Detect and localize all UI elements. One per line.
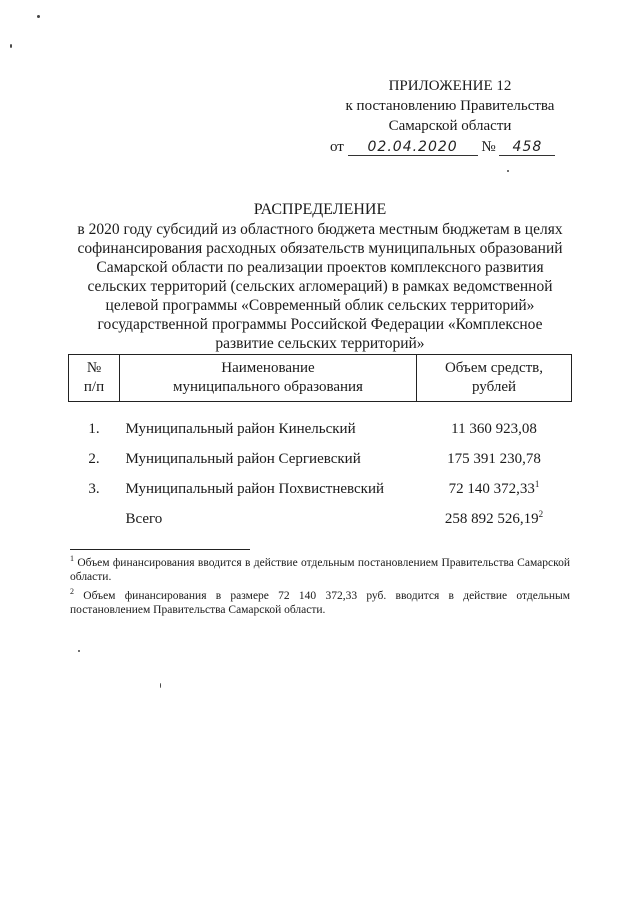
subsidy-amount: 175 391 230,78 — [447, 451, 541, 467]
footnote-ref: 1 — [534, 479, 540, 489]
table-row — [69, 402, 572, 445]
handwritten-number: 458 — [499, 139, 555, 156]
column-header-number: № п/п — [69, 355, 120, 402]
document-title-block — [60, 200, 580, 353]
table-row — [69, 444, 572, 474]
title-line: в 2020 году субсидий из областного бюджета местным бюджетам в целях — [77, 221, 563, 238]
scan-speck — [37, 15, 40, 18]
footnote-divider — [70, 549, 250, 550]
scan-speck — [78, 650, 80, 652]
municipality-name: Муниципальный район Похвистневский — [125, 481, 385, 497]
municipality-name: Муниципальный район Кинельский — [125, 421, 356, 437]
footnote-2: $^2$ Объем финансирования в размере 72 140 372,33 руб. вводится в действие отдельным постановлением Правительства Самарской области. — [70, 586, 570, 616]
number-label: № — [481, 139, 496, 155]
title-line: государственной программы Российской Федерации «Комплексное — [97, 316, 543, 333]
document-heading: РАСПРЕДЕЛЕНИЕ — [253, 201, 387, 218]
table-row — [69, 474, 572, 504]
column-header-name: Наименование муниципального образования — [120, 355, 417, 402]
subsidy-distribution-table — [68, 354, 572, 534]
subsidy-amount: 11 360 923,08 — [451, 421, 537, 437]
total-amount: 258 892 526,19$^2$ — [444, 509, 544, 527]
title-line: Самарской области по реализации проектов комплексного развития — [96, 259, 544, 276]
title-line: целевой программы «Современный облик сельских территорий» — [105, 297, 535, 314]
row-number: 1. — [88, 421, 100, 437]
table-total-row — [69, 504, 572, 534]
scan-speck — [507, 170, 509, 172]
row-number: 3. — [88, 481, 100, 497]
appendix-date-line — [300, 137, 600, 157]
appendix-resolution-line: к постановлению Правительства — [345, 98, 555, 114]
title-line: развитие сельских территорий» — [215, 335, 425, 352]
row-number: 2. — [88, 451, 100, 467]
municipality-name: Муниципальный район Сергиевский — [125, 451, 361, 467]
subsidy-amount: 72 140 372,33$^1$ — [448, 479, 540, 497]
from-label: от — [330, 139, 344, 155]
title-line: софинансирования расходных обязательств муниципальных образований — [77, 240, 563, 257]
appendix-header — [300, 76, 600, 157]
title-line: сельских территорий (сельских агломераций) в рамках ведомственной — [87, 278, 553, 295]
appendix-title: ПРИЛОЖЕНИЕ 12 — [388, 78, 512, 94]
footnotes — [70, 549, 570, 618]
appendix-region-line: Самарской области — [388, 118, 512, 134]
scan-speck — [160, 683, 161, 688]
column-header-amount: Объем средств, рублей — [417, 355, 572, 402]
table-header-row — [69, 355, 572, 402]
scan-speck — [10, 44, 12, 48]
footnote-ref: 2 — [538, 509, 544, 519]
handwritten-date: 02.04.2020 — [348, 139, 478, 156]
total-label: Всего — [125, 511, 163, 527]
footnote-1: $^1$ Объем финансирования вводится в действие отдельным постановлением Правительства Самарской области. — [70, 554, 571, 583]
